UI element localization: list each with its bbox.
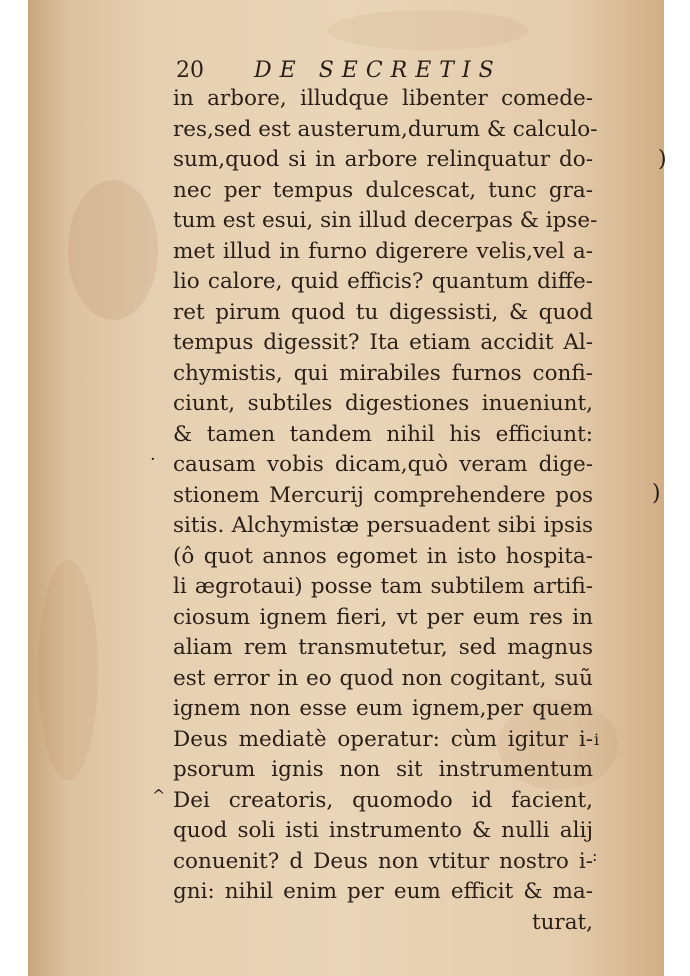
margin-bracket: ) bbox=[658, 147, 667, 172]
text-line: aliam rem transmutetur, sed magnus bbox=[173, 635, 593, 660]
text-line: sitis. Alchymistæ persuadent sibi ipsis bbox=[173, 513, 593, 538]
text-line: tum est esui, sin illud decerpas & ipse- bbox=[173, 208, 598, 233]
text-line: Deus mediatè operatur: cùm igitur i- bbox=[173, 726, 593, 752]
margin-bullet: · bbox=[150, 449, 156, 470]
text-line: & tamen tandem nihil his efficiunt: bbox=[173, 421, 593, 447]
section-title: DE SECRETIS bbox=[254, 58, 502, 83]
margin-bracket: ) bbox=[652, 481, 661, 506]
body-text bbox=[173, 84, 598, 938]
margin-caret: ^ bbox=[152, 786, 166, 805]
text-line: in arbore, illudque libenter comede- bbox=[173, 86, 593, 111]
text-line: nec per tempus dulcescat, tunc gra- bbox=[173, 177, 593, 203]
text-line: est error in eo quod non cogitant, suũ bbox=[173, 665, 593, 691]
text-line: tempus digessit? Ita etiam accidit Al- bbox=[173, 330, 593, 355]
text-line: ciunt, subtiles digestiones inueniunt, bbox=[173, 391, 593, 416]
foxing-stain bbox=[38, 560, 98, 780]
text-line: stionem Mercurij comprehendere pos bbox=[173, 482, 593, 508]
text-line: ignem non esse eum ignem,per quem bbox=[173, 696, 593, 721]
running-head bbox=[176, 54, 516, 88]
text-line: causam vobis dicam,quò veram dige- bbox=[173, 452, 593, 477]
catchword-line: turat, bbox=[531, 909, 593, 935]
text-line: ciosum ignem fieri, vt per eum res in bbox=[173, 604, 593, 630]
text-line: sum,quod si in arbore relinquatur do- bbox=[173, 147, 593, 172]
page-number: 20 bbox=[176, 58, 204, 83]
foxing-stain bbox=[68, 180, 158, 320]
text-line: res,sed est austerum,durum & calculo- bbox=[173, 116, 598, 142]
text-line: lio calore, quid efficis? quantum diffe- bbox=[173, 269, 593, 294]
text-line: chymistis, qui mirabiles furnos confi- bbox=[173, 360, 593, 386]
margin-dot: : bbox=[592, 846, 598, 865]
text-line: ret pirum quod tu digessisti, & quod bbox=[173, 299, 593, 325]
margin-tick: i bbox=[594, 730, 600, 749]
text-line: psorum ignis non sit instrumentum bbox=[173, 757, 593, 782]
text-line: Dei creatoris, quomodo id facient, bbox=[173, 787, 593, 813]
foxing-stain bbox=[328, 10, 528, 50]
text-line: gni: nihil enim per eum efficit & ma- bbox=[173, 879, 593, 904]
text-line: met illud in furno digerere velis,vel a- bbox=[173, 238, 593, 264]
text-line: conuenit? d Deus non vtitur nostro i- bbox=[173, 848, 593, 874]
text-line: li ægrotaui) posse tam subtilem artifi- bbox=[173, 574, 593, 599]
text-line: (ô quot annos egomet in isto hospita- bbox=[173, 543, 593, 569]
text-line: quod soli isti instrumento & nulli alij bbox=[173, 818, 593, 843]
